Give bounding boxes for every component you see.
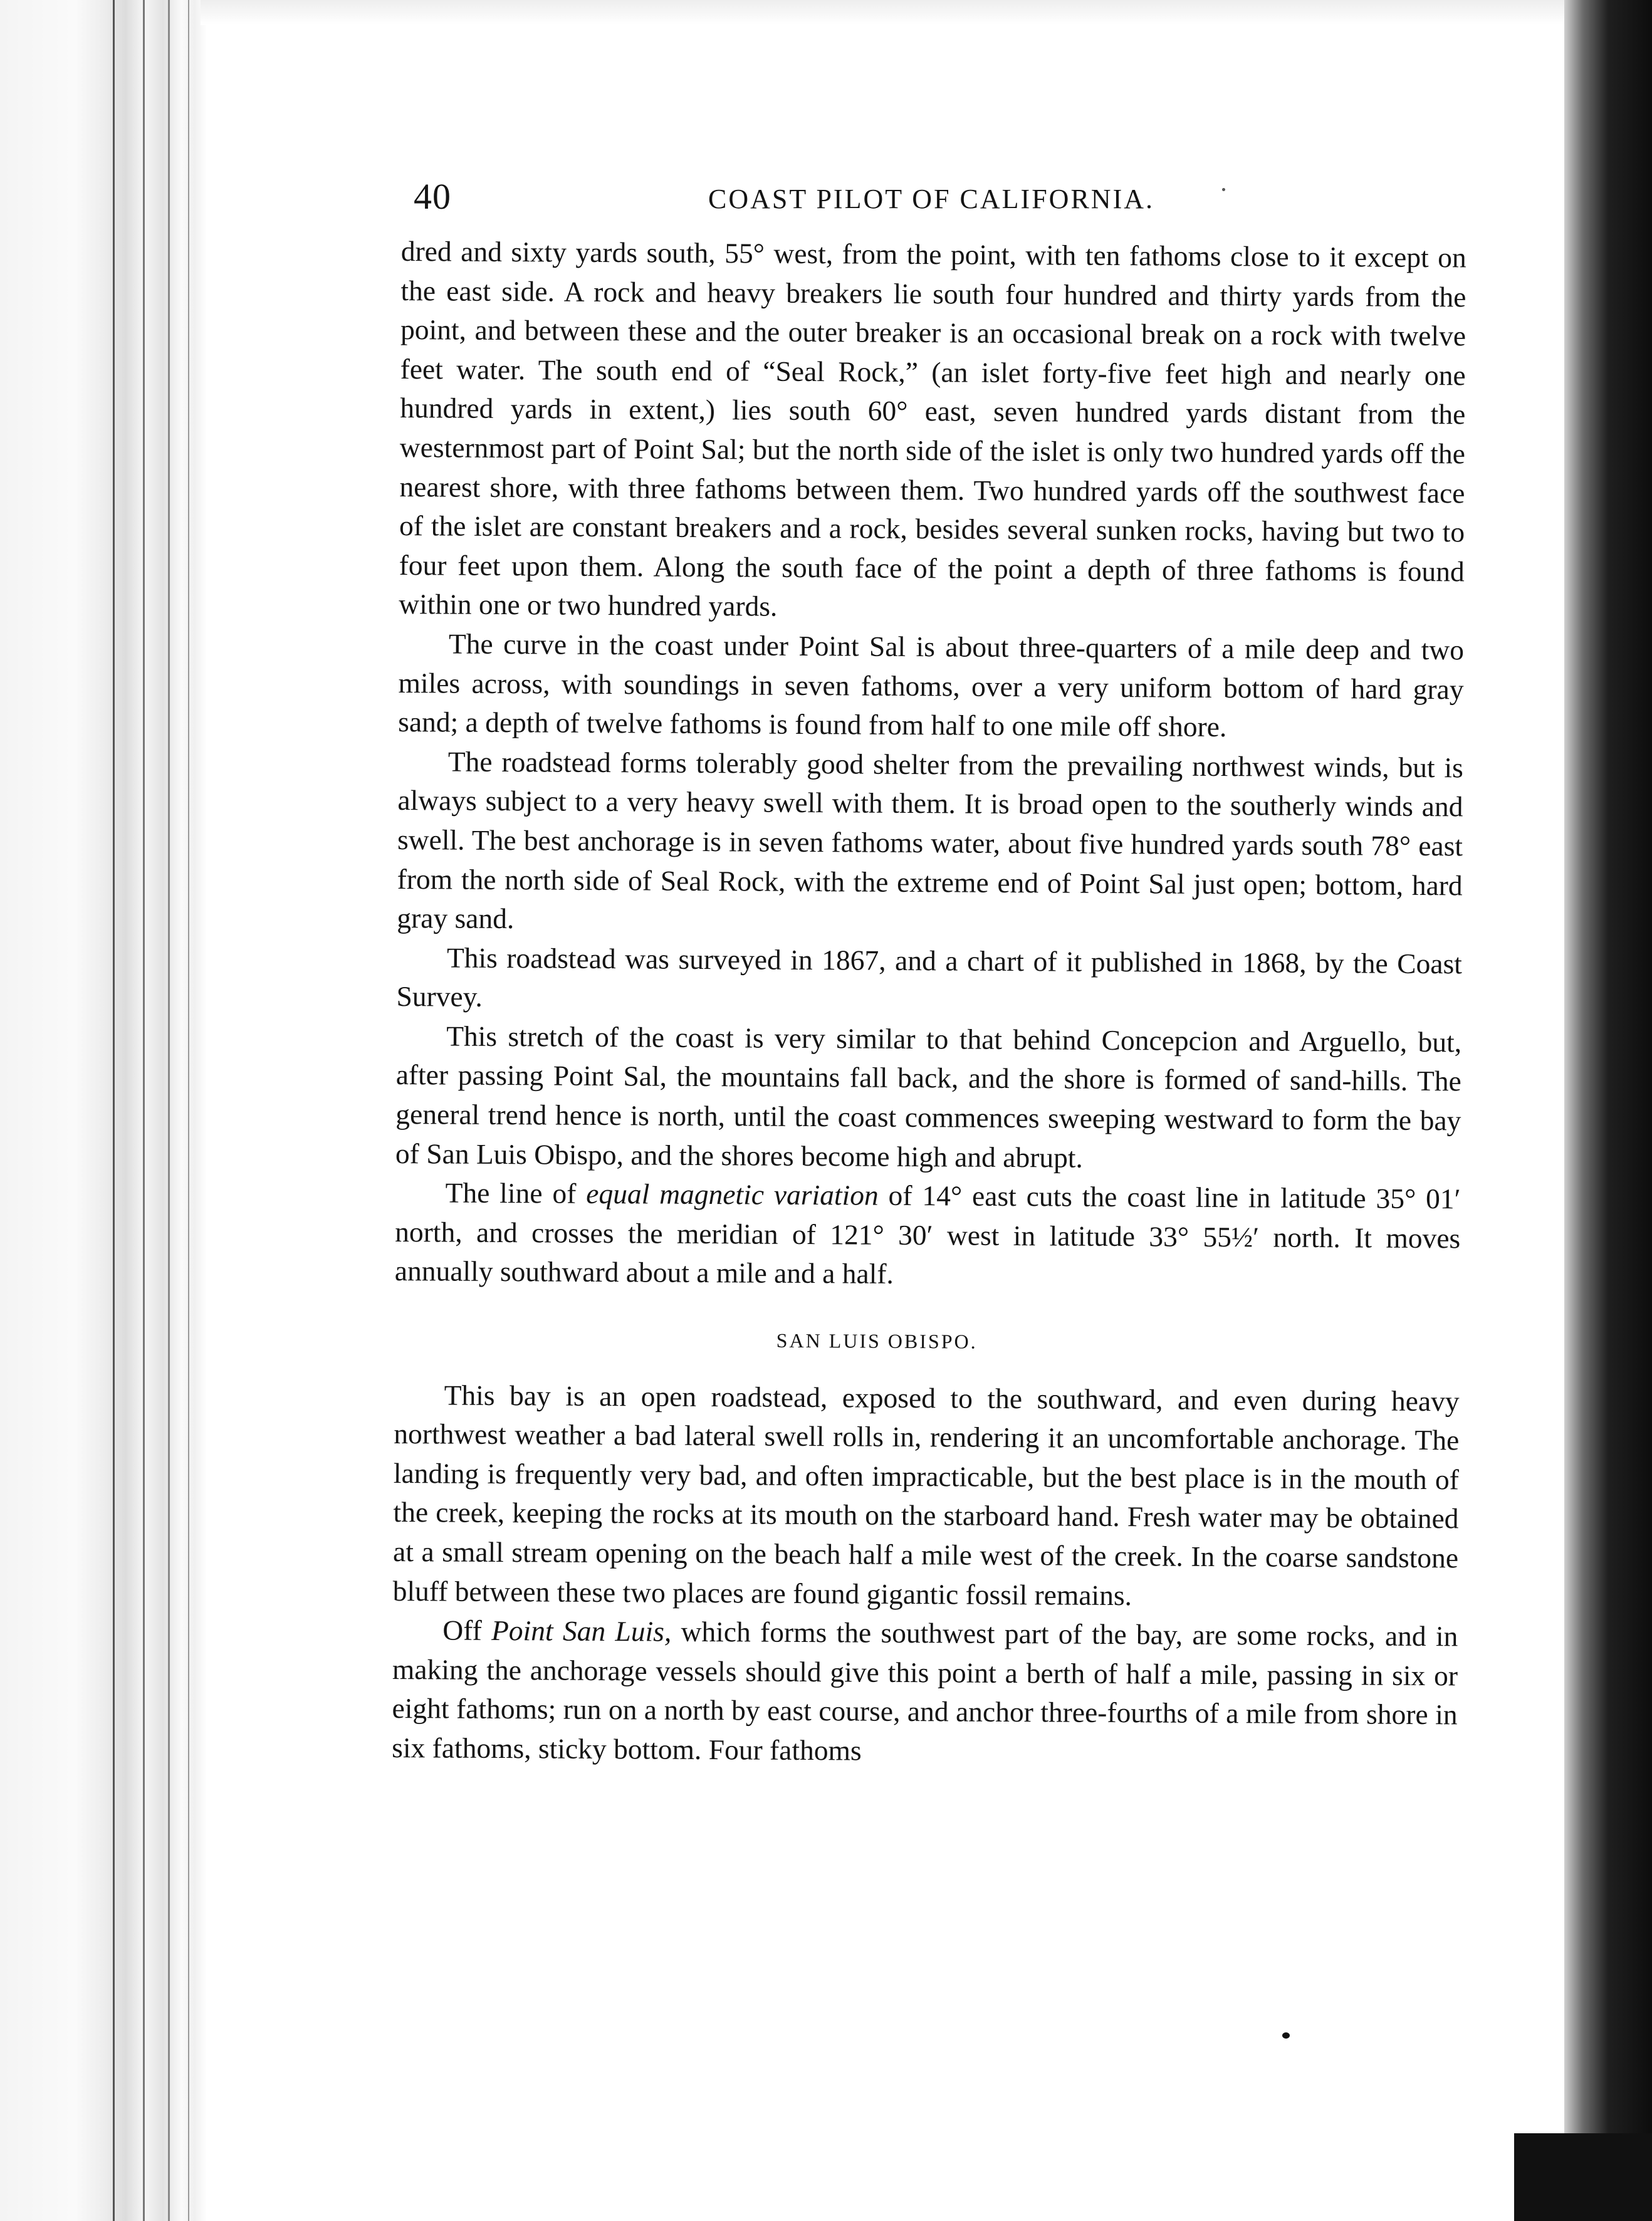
binding-line (143, 0, 145, 2221)
paragraph-magnetic-variation (395, 1173, 1461, 1297)
running-title: COAST PILOT OF CALIFORNIA. (708, 184, 1155, 214)
text-run: Off (442, 1614, 492, 1647)
text-run: The line of (445, 1176, 587, 1210)
section-heading: SAN LUIS OBISPO. (776, 1329, 978, 1353)
body-text (392, 232, 1466, 1774)
paragraph: This roadstead was surveyed in 1867, and a chart of it published in 1868, by the Coast Survey. (396, 941, 1463, 1013)
paragraph-point-san-luis (392, 1611, 1458, 1774)
italic-place-name: Point San Luis, (491, 1614, 672, 1648)
page-corner-shadow (1514, 2133, 1652, 2221)
binding-line (168, 0, 170, 2221)
binding-line (188, 0, 189, 2221)
page-content (392, 175, 1466, 1768)
paragraph: This bay is an open roadstead, exposed to the southward, and even during heavy northwest weather a bad lateral swell rolls in, rendering it an uncomfortable anchorage. The landing is frequently very bad, and often impracticable, but the best place is in the mouth of the creek, keeping the rocks at its mouth on the starboard hand. Fresh water may be obtained at a small stream opening on the beach half a mile west of the creek. In the coarse sandstone bluff between these two places are found gigantic fossil remains. (392, 1379, 1460, 1611)
paragraph: The roadstead forms tolerably good shelter from the prevailing northwest winds, but is always subject to a very heavy swell with them. It is broad open to the southerly winds and swell. The best anchorage is in seven fathoms water, about five hundred yards south 78° east from the north side of Seal Rock, with the extreme end of Point Sal just open; bottom, hard gray sand. (397, 745, 1463, 935)
page-right-edge (1564, 0, 1652, 2221)
page-number: 40 (414, 176, 451, 217)
paragraph: The curve in the coast under Point Sal is about three-quarters of a mile deep and two miles across, with soundings in seven fathoms, over a very uniform bottom of hard gray sand; a depth of twelve fathoms is found from half to one mile off shore. (398, 627, 1465, 743)
page-shadow (201, 0, 1567, 25)
ink-speck (1282, 2032, 1290, 2039)
running-head (401, 175, 1460, 232)
binding-line (113, 0, 115, 2221)
italic-term: equal magnetic variation (586, 1178, 879, 1211)
paragraph: This stretch of the coast is very similar to that behind Concepcion and Arguello, but, after passing Point Sal, the mountains fall back, and the shore is formed of sand-hills. The general trend hence is north, until the coast commences sweeping westward to form the bay of San Luis Obispo, and the shores become high and abrupt. (395, 1020, 1462, 1174)
text-run: of 14° east cuts the coast line in latitude 35° 01′ north, and crosses the meridian of 121° 30′ west in latitude 33° 55½′ north. It moves annually southward about a mile and a half. (394, 1179, 1461, 1290)
page-binding-left (0, 0, 207, 2221)
paragraph: dred and sixty yards south, 55° west, from the point, with ten fathoms close to it except on the east side. A rock and heavy breakers lie south four hundred and thirty yards from the point, and between these and the outer breaker is an occasional break on a rock with twelve feet water. The south end of “Seal Rock,” (an islet forty-five feet high and nearly one hundred yards in extent,) lies south 60° east, seven hundred yards distant from the westernmost part of Point Sal; but the north side of the islet is only two hundred yards off the nearest shore, with three fathoms between them. Two hundred yards off the southwest face of the islet are constant breakers and a rock, besides several sunken rocks, having but two to four feet upon them. Along the south face of the point a depth of three fathoms is found within one or two hundred yards. (399, 234, 1466, 623)
text-run: which forms the southwest part of the bay, are some rocks, and in making the anchorage vessels should give this point a berth of half a mile, passing in six or eight fathoms; run on a north by east course, and anchor three-fourths of a mile from shore in six fathoms, sticky bottom. Four fathoms (392, 1615, 1458, 1767)
